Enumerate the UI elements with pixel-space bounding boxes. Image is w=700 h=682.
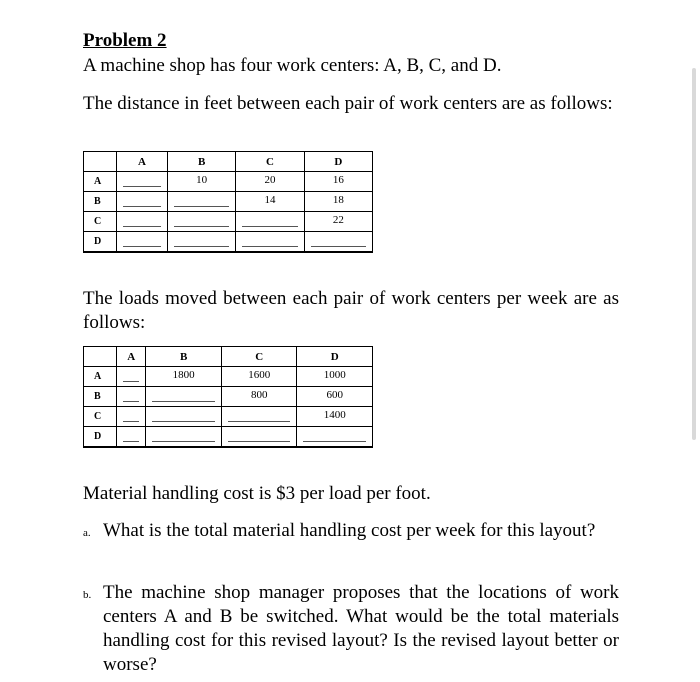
row-header: A	[84, 172, 117, 192]
table-cell	[117, 172, 168, 192]
table-row	[84, 407, 373, 427]
row-header: B	[84, 192, 117, 212]
loads-table	[83, 346, 373, 448]
question-b	[83, 581, 619, 677]
table-row	[84, 387, 373, 407]
loads-intro-text: The loads moved between each pair of work centers per week are as follows:	[83, 288, 619, 333]
table-cell	[304, 232, 372, 253]
table-cell: 14	[236, 192, 304, 212]
distance-table	[83, 151, 373, 253]
table-cell: 10	[167, 172, 235, 192]
corner-cell	[84, 347, 117, 367]
table-cell: 22	[304, 212, 372, 232]
table-cell	[297, 427, 373, 448]
table-cell	[117, 367, 146, 387]
row-header: C	[84, 212, 117, 232]
problem-title: Problem 2	[83, 30, 167, 51]
table-cell	[221, 427, 297, 448]
table-cell: 16	[304, 172, 372, 192]
table-cell	[117, 192, 168, 212]
cost-text: Material handling cost is $3 per load per foot.	[83, 483, 431, 504]
column-header: D	[297, 347, 373, 367]
table-cell: 1800	[146, 367, 222, 387]
table-cell	[146, 387, 222, 407]
column-header: B	[146, 347, 222, 367]
table-cell	[117, 232, 168, 253]
table-row	[84, 232, 373, 253]
column-header: A	[117, 152, 168, 172]
column-header: C	[221, 347, 297, 367]
table-cell: 1000	[297, 367, 373, 387]
question-text: The machine shop manager proposes that the locations of work centers A and B be switched. What would be the total materials handling cost for this revised layout? Is the revised layout better or worse?	[103, 582, 619, 675]
question-a	[83, 519, 619, 567]
table-cell	[117, 427, 146, 448]
table-row	[84, 172, 373, 192]
scrollbar[interactable]	[692, 68, 696, 440]
table-cell: 800	[221, 387, 297, 407]
table-cell	[117, 387, 146, 407]
table-row	[84, 192, 373, 212]
table-cell	[167, 212, 235, 232]
row-header: C	[84, 407, 117, 427]
table-row	[84, 212, 373, 232]
row-header: B	[84, 387, 117, 407]
corner-cell	[84, 152, 117, 172]
row-header: D	[84, 232, 117, 253]
table-cell	[236, 232, 304, 253]
table-cell: 20	[236, 172, 304, 192]
table-cell	[117, 212, 168, 232]
table-cell	[146, 407, 222, 427]
column-header: A	[117, 347, 146, 367]
table-row	[84, 367, 373, 387]
table-cell: 1400	[297, 407, 373, 427]
table-cell	[221, 407, 297, 427]
table-row	[84, 427, 373, 448]
question-marker: b.	[83, 589, 92, 601]
table-cell	[146, 427, 222, 448]
table-cell: 18	[304, 192, 372, 212]
table-cell: 1600	[221, 367, 297, 387]
table-cell	[236, 212, 304, 232]
question-marker: a.	[83, 527, 91, 539]
column-header: C	[236, 152, 304, 172]
distance-intro-text: The distance in feet between each pair of work centers are as follows:	[83, 93, 613, 114]
row-header: D	[84, 427, 117, 448]
table-cell	[117, 407, 146, 427]
intro-text: A machine shop has four work centers: A, B, C, and D.	[83, 55, 502, 76]
question-text: What is the total material handling cost per week for this layout?	[103, 520, 596, 541]
table-cell	[167, 232, 235, 253]
column-header: D	[304, 152, 372, 172]
row-header: A	[84, 367, 117, 387]
table-cell: 600	[297, 387, 373, 407]
table-cell	[167, 192, 235, 212]
column-header: B	[167, 152, 235, 172]
